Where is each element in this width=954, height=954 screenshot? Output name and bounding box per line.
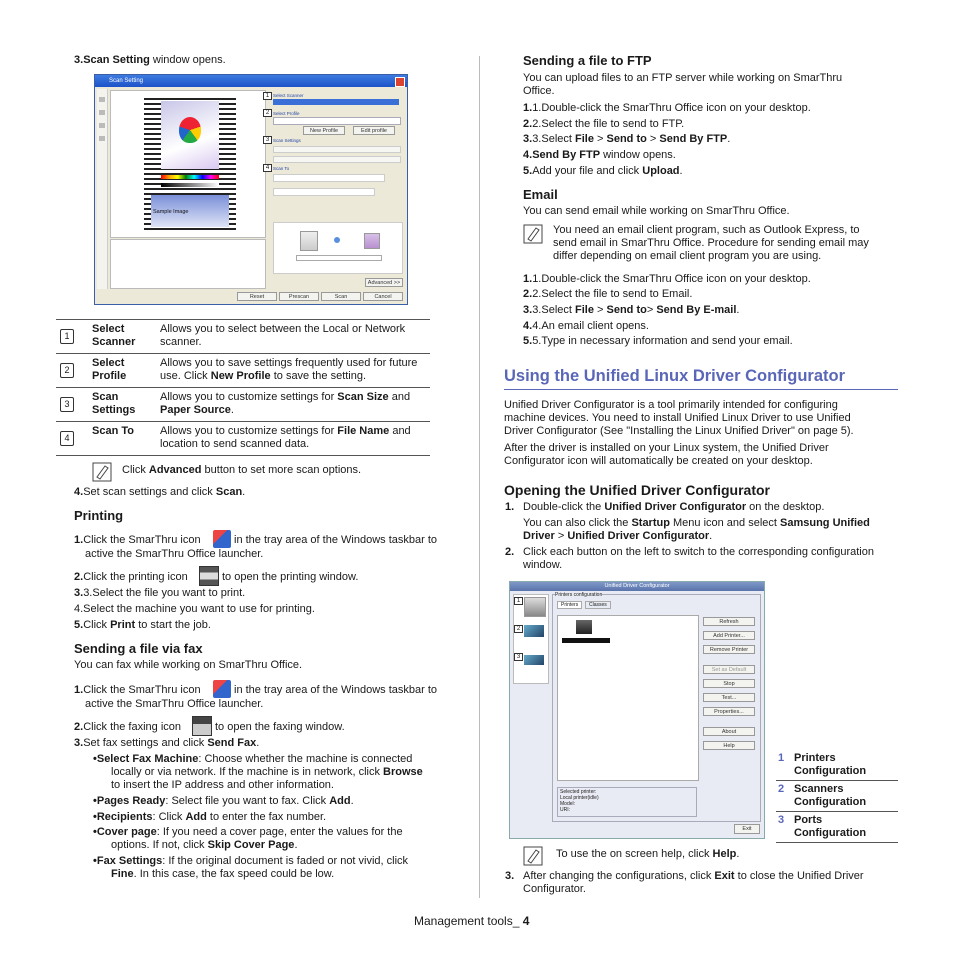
table-row: 1 Printers Configuration xyxy=(776,750,898,781)
udc-side-panel xyxy=(513,594,549,684)
opening-step-1: 1. xyxy=(505,501,515,513)
scanner-dropdown[interactable] xyxy=(273,99,399,105)
edit-profile-button[interactable]: Edit profile xyxy=(353,126,395,135)
linux-para-2a: After the driver is installed on your Linux system, the Unified Driver xyxy=(504,442,829,454)
about-button[interactable]: About xyxy=(703,727,755,736)
row-name: Scan Settings xyxy=(92,391,136,416)
opening-step-2-text-2: window. xyxy=(523,559,563,571)
email-note-2: send email in SmarThru Office. Procedure for sending email may xyxy=(553,237,869,249)
properties-button[interactable]: Properties... xyxy=(703,707,755,716)
ftp-step-5: 5.Add your file and click Upload. xyxy=(523,165,683,177)
row-name: Select Scanner xyxy=(92,323,136,348)
email-step-2: 2.2.Select the file to send to Email. xyxy=(523,288,693,300)
ftp-intro-2: Office. xyxy=(523,85,555,97)
new-profile-button[interactable]: New Profile xyxy=(303,126,345,135)
computer-icon xyxy=(364,233,380,249)
file-name-field[interactable] xyxy=(273,188,375,196)
printing-step-1-cont: in the tray area of the Windows taskbar to xyxy=(234,534,437,546)
scan-setting-window xyxy=(94,74,408,305)
side-marker-2: 2 xyxy=(514,625,523,633)
exit-button[interactable]: Exit xyxy=(734,824,760,834)
move-icon[interactable] xyxy=(99,123,105,128)
secondary-preview xyxy=(110,239,266,289)
preview-progress-area xyxy=(273,222,403,274)
email-step-5: 5.5.Type in necessary information and send your email. xyxy=(523,335,793,347)
reset-button[interactable]: Reset xyxy=(237,292,277,301)
selected-printer-uri: URI: xyxy=(560,807,570,813)
set-default-button[interactable]: Set as Default xyxy=(703,665,755,674)
linux-para-1a: Unified Driver Configurator is a tool primarily intended for configuring xyxy=(504,399,838,411)
table-row: 2 Scanners Configuration xyxy=(776,781,898,812)
scanner-icon xyxy=(300,231,318,251)
help-note: To use the on screen help, click Help. xyxy=(556,848,740,860)
port-config-icon[interactable] xyxy=(524,655,544,665)
scan-toolbar xyxy=(97,89,108,289)
note-icon xyxy=(523,846,543,866)
fax-bullet-recipients: •Recipients: Click Add to enter the fax number. xyxy=(93,811,327,823)
paper-source-field[interactable] xyxy=(273,156,401,163)
opening-step-3-text-2: Configurator. xyxy=(523,883,586,895)
arrow-icon xyxy=(334,237,340,243)
opening-step-3-text: After changing the configurations, click Exit to close the Unified Driver xyxy=(523,870,864,882)
fax-bullet-machine: •Select Fax Machine: Choose whether the machine is connected xyxy=(93,753,413,765)
fax-bullet-settings: •Fax Settings: If the original document is faded or not vivid, click xyxy=(93,855,409,867)
opening-step-2-text: Click each button on the left to switch to the corresponding configuration xyxy=(523,546,874,558)
progress-bar xyxy=(296,255,382,261)
scan-to-label: Scan To xyxy=(273,166,290,171)
ftp-heading: Sending a file to FTP xyxy=(523,53,652,68)
ftp-step-4: 4.Send By FTP window opens. xyxy=(523,149,676,161)
scan-button[interactable]: Scan xyxy=(321,292,361,301)
row-description: Allows you to customize settings for Scan Size and Paper Source. xyxy=(160,391,411,416)
marker-2: 2 xyxy=(263,109,272,117)
side-marker-1: 1 xyxy=(514,597,523,605)
sample-image-label: Sample Image xyxy=(153,209,189,215)
column-divider xyxy=(479,56,480,898)
fax-step-1-line2: active the SmarThru Office launcher. xyxy=(85,698,264,710)
selected-printer-model: Model: xyxy=(560,801,576,807)
crop-icon[interactable] xyxy=(99,136,105,141)
settings-panel xyxy=(267,90,403,290)
gray-strip xyxy=(161,183,219,187)
remove-printer-button[interactable]: Remove Printer xyxy=(703,645,755,654)
ftp-step-1: 1.1.Double-click the SmarThru Office icon on your desktop. xyxy=(523,102,811,114)
email-intro: You can send email while working on SmarThru Office. xyxy=(523,205,790,217)
prescan-button[interactable]: Prescan xyxy=(279,292,319,301)
add-printer-button[interactable]: Add Printer... xyxy=(703,631,755,640)
selected-printer-box xyxy=(557,787,697,817)
step-3-scan-setting: 3.Scan Setting window opens. xyxy=(74,54,226,66)
side-marker-3: 3 xyxy=(514,653,523,661)
printer-icon[interactable] xyxy=(199,566,219,586)
sample-sky xyxy=(151,195,229,227)
select-icon[interactable] xyxy=(99,110,105,115)
fax-step-1-cont: in the tray area of the Windows taskbar to xyxy=(234,684,437,696)
tab-printers[interactable]: Printers xyxy=(557,601,582,609)
printing-heading: Printing xyxy=(74,508,124,523)
step-4: 4.Set scan settings and click Scan. xyxy=(74,486,246,498)
ftp-step-3: 3.3.Select File > Send to > Send By FTP. xyxy=(523,133,731,145)
zoom-icon[interactable] xyxy=(99,97,105,102)
printing-step-2: 2.Click the printing icon xyxy=(74,571,188,583)
ftp-intro-1: You can upload files to an FTP server while working on SmarThru xyxy=(523,72,843,84)
config-legend-table xyxy=(776,750,898,843)
sample-photo xyxy=(161,101,219,169)
email-step-1: 1.1.Double-click the SmarThru Office icon on your desktop. xyxy=(523,273,811,285)
udc-window xyxy=(509,581,765,839)
email-note-3: differ depending on email client program you are using. xyxy=(553,250,822,262)
select-scanner-label: Select Scanner xyxy=(273,93,304,98)
fax-bullet-machine-3: to insert the IP address and other information. xyxy=(111,779,334,791)
opening-step-3: 3. xyxy=(505,870,515,882)
preview-area xyxy=(110,90,266,238)
fax-heading: Sending a file via fax xyxy=(74,641,203,656)
row-description: Allows you to customize settings for File Name and location to send scanned data. xyxy=(160,425,411,450)
opening-step-2: 2. xyxy=(505,546,515,558)
printing-step-3: 3.3.Select the file you want to print. xyxy=(74,587,246,599)
scan-window-titlebar: Scan Setting xyxy=(95,75,407,87)
scan-options-table xyxy=(56,319,430,456)
page-footer: Management tools_ 4 xyxy=(414,914,530,928)
table-row xyxy=(56,388,430,422)
opening-step-1-alt: You can also click the Startup Menu icon and select Samsung Unified xyxy=(523,517,870,529)
close-icon[interactable] xyxy=(395,77,405,87)
advanced-button[interactable]: Advanced >> xyxy=(365,278,403,287)
fax-bullet-cover: •Cover page: If you need a cover page, enter the values for the xyxy=(93,826,403,838)
row-number: 3 xyxy=(60,397,74,412)
printing-step-5: 5.Click Print to start the job. xyxy=(74,619,211,631)
fax-step-2: 2.Click the faxing icon xyxy=(74,721,182,733)
row-description: Allows you to save settings frequently used for future use. Click New Profile to save the setting. xyxy=(160,357,418,382)
udc-titlebar: Unified Driver Configurator xyxy=(510,582,764,591)
printing-step-2-cont: to open the printing window. xyxy=(222,571,359,583)
printer-item-label[interactable] xyxy=(562,638,610,643)
fax-step-2-cont: to open the faxing window. xyxy=(215,721,345,733)
balloon-image xyxy=(179,117,201,143)
fax-bullet-settings-2: Fine. In this case, the fax speed could be low. xyxy=(111,868,335,880)
linux-para-1c: Driver Configurator (See "Installing the Linux Unified Driver" on page 5). xyxy=(504,425,854,437)
table-row xyxy=(56,320,430,354)
heading-underline xyxy=(504,389,898,390)
opening-heading: Opening the Unified Driver Configurator xyxy=(504,482,771,498)
scan-to-path[interactable] xyxy=(273,174,385,182)
email-note-1: You need an email client program, such as Outlook Express, to xyxy=(553,224,860,236)
marker-3: 3 xyxy=(263,136,272,144)
legend-label: Scanners Configuration xyxy=(794,783,867,808)
fax-bullet-pages: •Pages Ready: Select file you want to fax. Click Add. xyxy=(93,795,354,807)
opening-step-1-text: Double-click the Unified Driver Configurator on the desktop. xyxy=(523,501,825,513)
scan-size-field[interactable] xyxy=(273,146,401,153)
tab-classes[interactable]: Classes xyxy=(585,601,611,609)
cancel-button[interactable]: Cancel xyxy=(363,292,403,301)
stop-button[interactable]: Stop xyxy=(703,679,755,688)
printing-step-1: 1.Click the SmarThru icon xyxy=(74,534,201,546)
fax-bullet-cover-2: options. If not, click Skip Cover Page. xyxy=(111,839,298,851)
profile-dropdown[interactable] xyxy=(273,117,401,125)
table-row: 3 Ports Configuration xyxy=(776,812,898,843)
note-icon xyxy=(523,224,543,244)
fax-bullet-machine-2: locally or via network. If the machine is in network, click Browse xyxy=(111,766,423,778)
select-profile-label: Select Profile xyxy=(273,111,300,116)
printing-step-4: 4.Select the machine you want to use for printing. xyxy=(74,603,315,615)
row-name: Scan To xyxy=(92,425,134,437)
note-icon xyxy=(92,462,112,482)
linux-para-1b: machine devices. You need to install Unified Linux Driver to use Unified xyxy=(504,412,851,424)
legend-label: Printers Configuration xyxy=(794,752,867,777)
group-label: Printers configuration xyxy=(555,592,603,598)
scanner-config-icon[interactable] xyxy=(524,625,544,637)
legend-label: Ports Configuration xyxy=(794,814,867,839)
marker-4: 4 xyxy=(263,164,272,172)
ftp-step-2: 2.2.Select the file to send to FTP. xyxy=(523,118,685,130)
fax-step-1: 1.Click the SmarThru icon xyxy=(74,684,201,696)
row-number: 1 xyxy=(60,329,74,344)
printers-config-group xyxy=(552,594,761,822)
note-advanced: Click Advanced button to set more scan options. xyxy=(122,464,362,476)
selected-printer-status: Local printer(idle) xyxy=(560,795,599,801)
smarthru-icon[interactable] xyxy=(213,680,231,698)
linux-para-2b: Configurator icon will automatically be created on your desktop. xyxy=(504,455,813,467)
scan-settings-label: Scan Settings xyxy=(273,138,301,143)
linux-section-heading: Using the Unified Linux Driver Configurator xyxy=(504,367,846,385)
printer-config-icon[interactable] xyxy=(524,597,546,617)
row-name: Select Profile xyxy=(92,357,127,382)
row-description: Allows you to select between the Local or Network scanner. xyxy=(160,323,406,348)
email-heading: Email xyxy=(523,187,558,202)
printer-item-icon[interactable] xyxy=(576,620,592,634)
fax-intro: You can fax while working on SmarThru Office. xyxy=(74,659,303,671)
marker-1: 1 xyxy=(263,92,272,100)
color-strip xyxy=(161,175,219,179)
email-step-3: 3.3.Select File > Send to> Send By E-mail. xyxy=(523,304,740,316)
opening-step-1-alt-2: Driver > Unified Driver Configurator. xyxy=(523,530,713,542)
table-row xyxy=(56,422,430,456)
email-step-4: 4.4.An email client opens. xyxy=(523,320,649,332)
selected-printer-label: Selected printer: xyxy=(560,789,597,795)
printing-step-1-line2: active the SmarThru Office launcher. xyxy=(85,548,264,560)
table-row xyxy=(56,354,430,388)
refresh-button[interactable]: Refresh xyxy=(703,617,755,626)
test-button[interactable]: Test... xyxy=(703,693,755,702)
printer-list[interactable] xyxy=(557,615,699,781)
help-button[interactable]: Help xyxy=(703,741,755,750)
fax-icon[interactable] xyxy=(192,716,212,736)
fax-step-3: 3.Set fax settings and click Send Fax. xyxy=(74,737,260,749)
row-number: 4 xyxy=(60,431,74,446)
row-number: 2 xyxy=(60,363,74,378)
smarthru-icon[interactable] xyxy=(213,530,231,548)
